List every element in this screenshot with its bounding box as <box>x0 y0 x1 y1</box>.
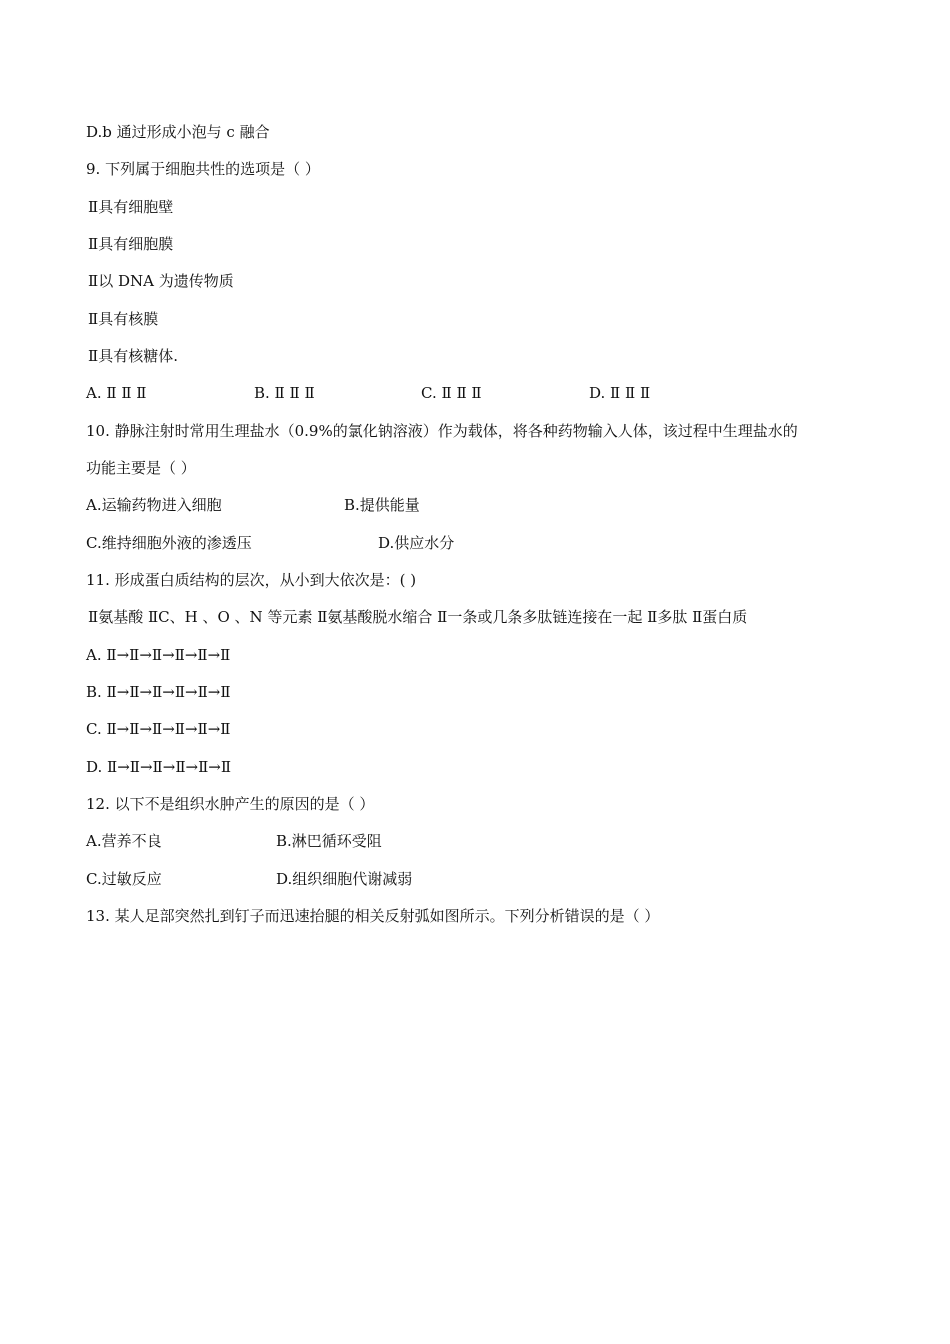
q10-option-d: D.供应水分 <box>378 534 455 552</box>
q12-option-b: B.淋巴循环受阻 <box>276 832 382 850</box>
q11-option-c: C. Ⅱ→Ⅱ→Ⅱ→Ⅱ→Ⅱ→Ⅱ <box>86 720 231 738</box>
q9-option-c: C. Ⅱ Ⅱ Ⅱ <box>421 384 482 402</box>
q10-option-c: C.维持细胞外液的渗透压 <box>86 534 252 552</box>
q12-option-c: C.过敏反应 <box>86 870 162 888</box>
q9-item-2: Ⅱ具有细胞膜 <box>88 235 174 253</box>
q13-stem: 13. 某人足部突然扎到钉子而迅速抬腿的相关反射弧如图所示。下列分析错误的是（ ） <box>86 907 660 925</box>
q10-option-a: A.运输药物进入细胞 <box>86 496 222 514</box>
q10-stem-line1: 10. 静脉注射时常用生理盐水（0.9%的氯化钠溶液）作为载体，将各种药物输入人体，该过程中生理盐水的 <box>86 422 798 440</box>
q9-item-1: Ⅱ具有细胞壁 <box>88 198 174 216</box>
q8-option-d: D.b 通过形成小泡与 c 融合 <box>86 123 270 141</box>
q11-option-b: B. Ⅱ→Ⅱ→Ⅱ→Ⅱ→Ⅱ→Ⅱ <box>86 683 231 701</box>
q10-option-b: B.提供能量 <box>344 496 420 514</box>
q12-stem: 12. 以下不是组织水肿产生的原因的是（ ） <box>86 795 375 813</box>
q9-item-3: Ⅱ以 DNA 为遗传物质 <box>88 272 234 290</box>
q9-option-d: D. Ⅱ Ⅱ Ⅱ <box>589 384 651 402</box>
q9-item-4: Ⅱ具有核膜 <box>88 310 159 328</box>
q9-option-b: B. Ⅱ Ⅱ Ⅱ <box>254 384 315 402</box>
q11-option-d: D. Ⅱ→Ⅱ→Ⅱ→Ⅱ→Ⅱ→Ⅱ <box>86 758 232 776</box>
q9-stem: 9. 下列属于细胞共性的选项是（ ） <box>86 160 320 178</box>
q11-stem: 11. 形成蛋白质结构的层次，从小到大依次是：( ) <box>86 571 417 589</box>
q12-option-a: A.营养不良 <box>86 832 162 850</box>
q9-option-a: A. Ⅱ Ⅱ Ⅱ <box>86 384 147 402</box>
q10-stem-line2: 功能主要是（ ） <box>86 459 196 477</box>
q12-option-d: D.组织细胞代谢减弱 <box>276 870 413 888</box>
q11-items: Ⅱ氨基酸 ⅡC、H 、O 、N 等元素 Ⅱ氨基酸脱水缩合 Ⅱ一条或几条多肽链连接在一起 Ⅱ多肽 Ⅱ蛋白质 <box>88 608 748 626</box>
q9-item-5: Ⅱ具有核糖体. <box>88 347 178 365</box>
q11-option-a: A. Ⅱ→Ⅱ→Ⅱ→Ⅱ→Ⅱ→Ⅱ <box>86 646 231 664</box>
